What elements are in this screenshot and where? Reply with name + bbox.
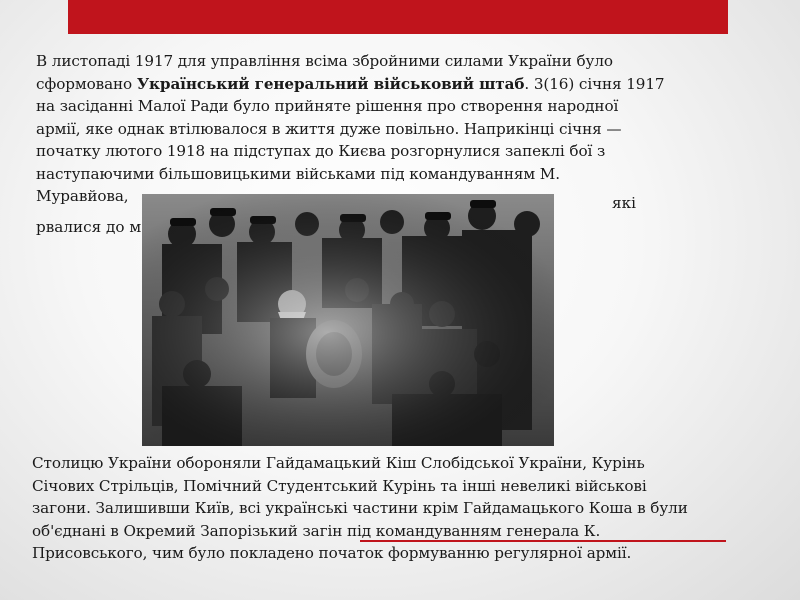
- paragraph-intro-line: [36, 142, 605, 160]
- header-accent-bar: [68, 0, 728, 34]
- photo-icon: [142, 194, 554, 446]
- red-underline: [360, 540, 726, 542]
- paragraph-intro-line-partial: Муравйова,: [36, 187, 129, 205]
- paragraph-defense-line: Столицю України обороняли Гайдамацький Кіш Слобідської України, Курінь: [32, 454, 645, 472]
- paragraph-intro-tail-left: рвалися до м: [36, 218, 142, 236]
- paragraph-intro-tail-right: які: [612, 194, 636, 212]
- text-segment: . 3(16) січня 1917: [524, 74, 665, 93]
- paragraph-intro-line: [36, 165, 560, 183]
- paragraph-defense-line: об'єднані в Окремий Запорізький загін під командуванням генерала К.: [32, 521, 601, 540]
- paragraph-defense-line: Січових Стрільців, Помічний Студентський Курінь та інші невеликі військові: [32, 476, 647, 495]
- text-segment: наступаючими більшовицькими військами під командуванням М.: [36, 164, 560, 183]
- paragraph-defense-line: загони. Залишивши Київ, всі українські частини крім Гайдамацького Коша в були: [32, 499, 688, 517]
- paragraph-intro-line: [36, 52, 613, 70]
- paragraph-intro-line: [36, 75, 665, 93]
- highlight-term: Український генеральний військовий штаб: [136, 74, 525, 93]
- text-segment: на засіданні Малої Ради було прийняте рішення про створення народної: [36, 97, 619, 115]
- historical-photo: [142, 194, 554, 446]
- text-segment: сформовано: [36, 74, 137, 93]
- text-segment: початку лютого 1918 на підступах до Києва розгорнулися запеклі бої з: [36, 142, 606, 160]
- text-segment: армії, яке однак втілювалося в життя дуже повільно. Наприкінці січня —: [36, 119, 622, 138]
- paragraph-defense-line: Присовського, чим було покладено початок формуванню регулярної армії.: [32, 544, 632, 562]
- paragraph-intro-line: [36, 97, 618, 115]
- text-segment: В листопаді 1917 для управління всіма збройними силами України було: [36, 52, 613, 70]
- paragraph-intro: [36, 50, 676, 208]
- paragraph-defense: [32, 452, 732, 565]
- paragraph-intro-line: [36, 120, 621, 138]
